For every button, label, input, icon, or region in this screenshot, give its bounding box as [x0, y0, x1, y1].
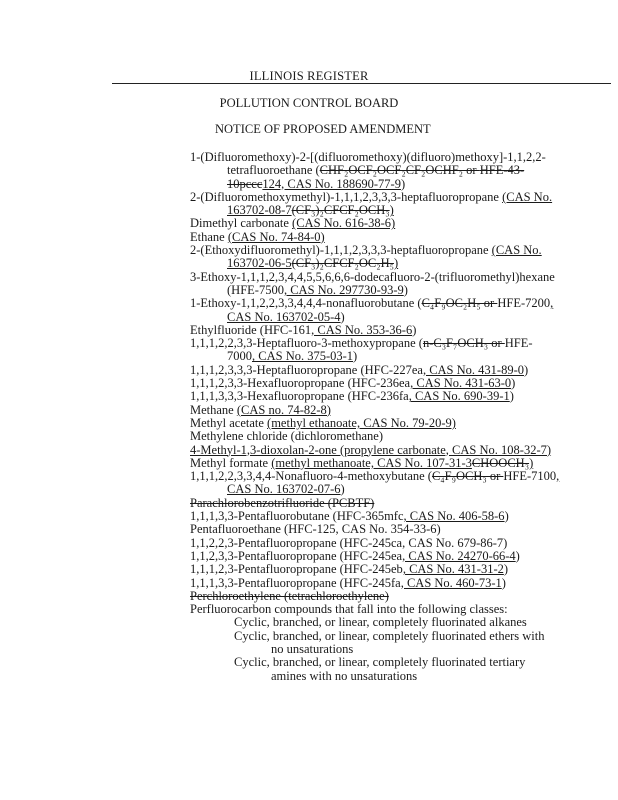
deleted-text: (CF₃)₂CFCF₂OCH₃ [291, 203, 390, 218]
compound-entry [190, 337, 560, 364]
inserted-text: , CAS No. 690-39-1 [408, 389, 510, 404]
entry-text: Methane [190, 402, 237, 417]
entry-text: ) [400, 176, 406, 191]
inserted-text: (CAS No. 163702-06-5 [227, 243, 542, 271]
notice-title: NOTICE OF PROPOSED AMENDMENT [215, 122, 431, 136]
inserted-text: , CAS No. 24270-66-4 [402, 548, 516, 563]
entry-text: ) [340, 309, 345, 324]
compound-entry [190, 217, 560, 230]
entry-text: Methyl acetate [190, 415, 268, 430]
entry-text: 1,1,1,2,3,3-Hexafluoropropane (HFC-236ea [190, 376, 411, 391]
deleted-text: C₄F₉OCH₃ or [431, 469, 504, 484]
entry-text: Methyl formate [190, 455, 272, 470]
entry-text: ) [340, 482, 345, 497]
inserted-text: , CAS No. 297730-93-9 [283, 282, 404, 297]
compound-entry [190, 590, 560, 603]
entry-text: 1,1,2,2,3-Pentafluoropropane (HFC-245ca, CAS No. 679-86-7) [190, 535, 508, 550]
entry-text: ) [515, 548, 520, 563]
entry-text: Ethylfluoride (HFC-161 [190, 322, 312, 337]
entry-text: 1,1,2,3,3-Pentafluoropropane (HFC-245ea [190, 548, 403, 563]
entry-text: 2-(Ethoxydifluoromethyl)-1,1,1,2,3,3,3-heptafluoropropane [190, 243, 492, 258]
entry-text: 1,1,1,2,2,3,3,4,4-Nonafluoro-4-methoxybutane ( [190, 469, 432, 484]
deleted-text: CHOOCH₃ [471, 455, 530, 470]
entry-text: HFE-7200 [497, 296, 551, 311]
compound-entry [190, 377, 560, 390]
compound-entry [190, 191, 560, 218]
compound-entry [190, 364, 560, 377]
compound-entry [190, 404, 560, 417]
entry-text: 1,1,1,3,3-Pentafluorobutane (HFC-365mfc [190, 509, 404, 524]
entry-text: Methylene chloride (dichloromethane) [190, 429, 383, 444]
entry-text: 1-(Difluoromethoxy)-2-[(difluoromethoxy)(difluoro)methoxy]-1,1,2,2-tetrafluoroethane ( [190, 150, 546, 178]
compound-entry [190, 324, 560, 337]
compound-entry [190, 563, 560, 576]
entry-text: ) [403, 282, 408, 297]
compound-entry [190, 523, 560, 536]
inserted-text: (CAS No. 74-84-0) [227, 229, 325, 244]
inserted-text: (CAS no. 74-82-8) [236, 402, 331, 417]
compound-entry [190, 417, 560, 430]
entry-text: ) [503, 562, 509, 577]
inserted-text: , CAS No. 431-31-2 [402, 562, 504, 577]
register-header: ILLINOIS REGISTER [249, 69, 369, 83]
inserted-text: (methyl methanoate, CAS No. 107-31-3 [271, 455, 472, 470]
deleted-text: n-C₃F₇OCH₃ or [422, 336, 505, 351]
entry-text: 1-Ethoxy-1,1,2,2,3,3,4,4,4-nonafluorobutane ( [190, 296, 422, 311]
deleted-text: HFE-43-10pccc [227, 163, 525, 191]
inserted-text: (CAS No. 616-38-6) [292, 216, 396, 231]
inserted-text: , CAS No. 431-63-0 [410, 376, 512, 391]
inserted-text: ) [393, 256, 399, 271]
entry-text: ) [353, 349, 358, 364]
compound-entry [190, 577, 560, 590]
entry-text: 2-(Difluoromethoxymethyl)-1,1,1,2,3,3,3-heptafluoropropane [190, 189, 503, 204]
entry-text: ) [509, 389, 514, 404]
compound-entry [190, 390, 560, 403]
entry-text: ) [501, 575, 506, 590]
inserted-text: 124, CAS No. 188690-77-9 [262, 176, 401, 191]
compound-entry [190, 297, 560, 324]
inserted-text: , CAS No. 163702-05-4 [227, 296, 554, 324]
entry-text: 1,1,1,3,3-Pentafluoropropane (HFC-245fa [190, 575, 401, 590]
inserted-text: , CAS No. 431-89-0 [422, 362, 524, 377]
compound-entry [190, 244, 560, 271]
compound-entry [190, 444, 560, 457]
entry-text: HFE-7100 [503, 469, 557, 484]
compound-entry [190, 550, 560, 563]
deleted-text: C₄F₉OC₂H₅ or [421, 296, 498, 311]
inserted-text: , CAS No. 406-58-6 [403, 509, 505, 524]
compound-entry [190, 497, 560, 510]
inserted-text: , CAS No. 163702-07-6 [227, 469, 560, 497]
deleted-text: Perchloroethylene (tetrachloroethylene) [190, 588, 389, 603]
entry-text: ) [412, 322, 417, 337]
compound-list [190, 151, 560, 683]
inserted-text: , CAS No. 353-36-6 [311, 322, 413, 337]
class-subentry: Cyclic, branched, or linear, completely fluorinated ethers with no unsaturations [234, 628, 545, 656]
class-subentry: Cyclic, branched, or linear, completely fluorinated tertiary amines with no unsaturations [234, 655, 526, 683]
entry-text: Dimethyl carbonate [190, 216, 293, 231]
entry-text: 1,1,1,2,3-Pentafluoropropane (HFC-245eb [190, 562, 403, 577]
compound-entry [190, 470, 560, 497]
inserted-text: (CAS No. 163702-08-7 [227, 189, 553, 218]
entry-text: ) [523, 362, 529, 377]
entry-text: 1,1,1,2,3,3,3-Heptafluoropropane (HFC-227ea [190, 362, 423, 377]
entry-text: 1,1,1,3,3,3-Hexafluoropropane (HFC-236fa [190, 389, 409, 404]
entry-text: 3-Ethoxy-1,1,1,2,3,4,4,5,5,6,6,6-dodecafluoro-2-(trifluoromethyl)hexane (HFE-7500 [190, 269, 555, 297]
compound-entry [190, 457, 560, 470]
entry-text: Ethane [190, 229, 228, 244]
compound-entry [190, 231, 560, 244]
header-rule [112, 83, 611, 84]
entry-text: Perfluorocarbon compounds that fall into the following classes: [190, 602, 508, 617]
entry-text: Pentafluoroethane (HFC-125, CAS No. 354-33-6) [190, 522, 441, 537]
class-subentry: Cyclic, branched, or linear, completely fluorinated alkanes [234, 615, 527, 630]
inserted-text: (methyl ethanoate, CAS No. 79-20-9) [267, 415, 456, 430]
entry-text: HFE-7000 [227, 336, 533, 364]
compound-entry [190, 430, 560, 443]
deleted-text: Parachlorobenzotrifluoride (PCBTF) [190, 495, 375, 510]
compound-entry [190, 271, 560, 298]
deleted-text: (CF₃)₂CFCF₂OC₂H₅ [291, 256, 394, 271]
inserted-text: , CAS No. 460-73-1 [400, 575, 502, 590]
compound-entry [190, 510, 560, 523]
inserted-text: , CAS No. 375-03-1 [252, 349, 354, 364]
board-name: POLLUTION CONTROL BOARD [219, 96, 399, 110]
inserted-text: 4-Methyl-1,3-dioxolan-2-one (propylene carbonate, CAS No. 108-32-7) [190, 442, 552, 457]
entry-text: ) [504, 509, 509, 524]
compound-entry [190, 603, 560, 616]
entry-text: ) [511, 376, 516, 391]
inserted-text: ) [389, 203, 394, 218]
inserted-text: ) [529, 455, 534, 470]
deleted-text: CHF₂OCF₂OCF₂CF₂OCHF₂ or [319, 163, 480, 178]
compound-entry [190, 151, 560, 191]
compound-entry [190, 537, 560, 550]
entry-text: 1,1,1,2,2,3,3-Heptafluoro-3-methoxypropane ( [190, 336, 423, 351]
